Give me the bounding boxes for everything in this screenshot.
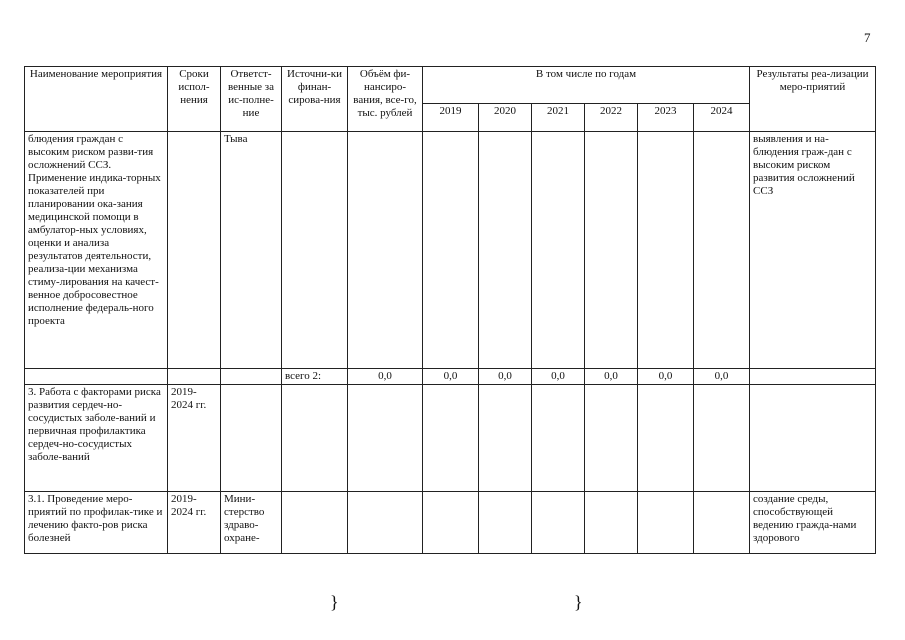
terms-cell	[168, 132, 221, 369]
empty-cell	[423, 492, 479, 554]
page-number: 7	[864, 30, 871, 45]
empty-cell	[479, 492, 532, 554]
terms-cell: 2019-2024 гг.	[168, 492, 221, 554]
total-year-value: 0,0	[585, 369, 638, 385]
empty-cell	[282, 492, 348, 554]
scan-mark: }	[330, 592, 339, 612]
empty-cell	[423, 385, 479, 492]
table-row	[25, 385, 876, 492]
total-year-value: 0,0	[479, 369, 532, 385]
responsible-cell: Мини-стерство здраво-охране-	[221, 492, 282, 554]
volume-cell	[348, 132, 423, 369]
empty-cell	[585, 385, 638, 492]
table-row	[25, 132, 876, 369]
empty-cell	[221, 385, 282, 492]
table-row	[25, 492, 876, 554]
empty-cell	[25, 369, 168, 385]
total-year-value: 0,0	[532, 369, 585, 385]
measure-name: 3. Работа с факторами риска развития сердеч-но-сосудистых заболе-ваний и первичная профилактика сердеч-но-сосудистых заболе-ваний	[25, 385, 168, 492]
total-year-value: 0,0	[694, 369, 750, 385]
empty-cell	[282, 385, 348, 492]
total-year-value: 0,0	[638, 369, 694, 385]
year-cell	[532, 132, 585, 369]
header-volume: Объём фи-нансиро-вания, все-го, тыс. рублей	[348, 67, 423, 132]
total-year-value: 0,0	[423, 369, 479, 385]
header-responsible: Ответст-венные за ис-полне-ние	[221, 67, 282, 132]
header-year: 2021	[532, 104, 585, 132]
year-cell	[479, 132, 532, 369]
empty-cell	[532, 385, 585, 492]
year-cell	[638, 132, 694, 369]
empty-cell	[750, 369, 876, 385]
terms-cell: 2019-2024 гг.	[168, 385, 221, 492]
header-year: 2024	[694, 104, 750, 132]
total-row	[25, 369, 876, 385]
plan-table	[24, 66, 876, 554]
responsible-cell: Тыва	[221, 132, 282, 369]
scan-mark: }	[574, 592, 583, 612]
header-year: 2020	[479, 104, 532, 132]
empty-cell	[585, 492, 638, 554]
header-results: Результаты реа-лизации меро-приятий	[750, 67, 876, 132]
result-cell: создание среды, способствующей ведению гражда-нами здорового	[750, 492, 876, 554]
header-year: 2019	[423, 104, 479, 132]
year-cell	[423, 132, 479, 369]
empty-cell	[750, 385, 876, 492]
empty-cell	[638, 492, 694, 554]
empty-cell	[348, 492, 423, 554]
empty-cell	[221, 369, 282, 385]
empty-cell	[479, 385, 532, 492]
header-by-years: В том числе по годам	[423, 67, 750, 104]
empty-cell	[694, 492, 750, 554]
empty-cell	[638, 385, 694, 492]
year-cell	[585, 132, 638, 369]
empty-cell	[348, 385, 423, 492]
empty-cell	[168, 369, 221, 385]
header-terms: Сроки испол-нения	[168, 67, 221, 132]
empty-cell	[694, 385, 750, 492]
header-name: Наименование мероприятия	[25, 67, 168, 132]
result-cell: выявления и на-блюдения граж-дан с высоким риском развития осложнений ССЗ	[750, 132, 876, 369]
measure-name: блюдения граждан с высоким риском разви-тия осложнений ССЗ. Применение индика-торных показателей при планировании ока-зания медицинской помощи в амбулатор-ных условиях, оценки и анализа результатов деятельности, реализа-ции механизма стиму-лирования на качест-венное добросовестное исполнение федераль-ного проекта	[25, 132, 168, 369]
header-year: 2022	[585, 104, 638, 132]
year-cell	[694, 132, 750, 369]
header-year: 2023	[638, 104, 694, 132]
total-label: всего 2:	[282, 369, 348, 385]
empty-cell	[532, 492, 585, 554]
header-sources: Источни-ки финан-сирова-ния	[282, 67, 348, 132]
total-volume: 0,0	[348, 369, 423, 385]
source-cell	[282, 132, 348, 369]
measure-name: 3.1. Проведение меро-приятий по профилак-тике и лечению факто-ров риска болезней	[25, 492, 168, 554]
